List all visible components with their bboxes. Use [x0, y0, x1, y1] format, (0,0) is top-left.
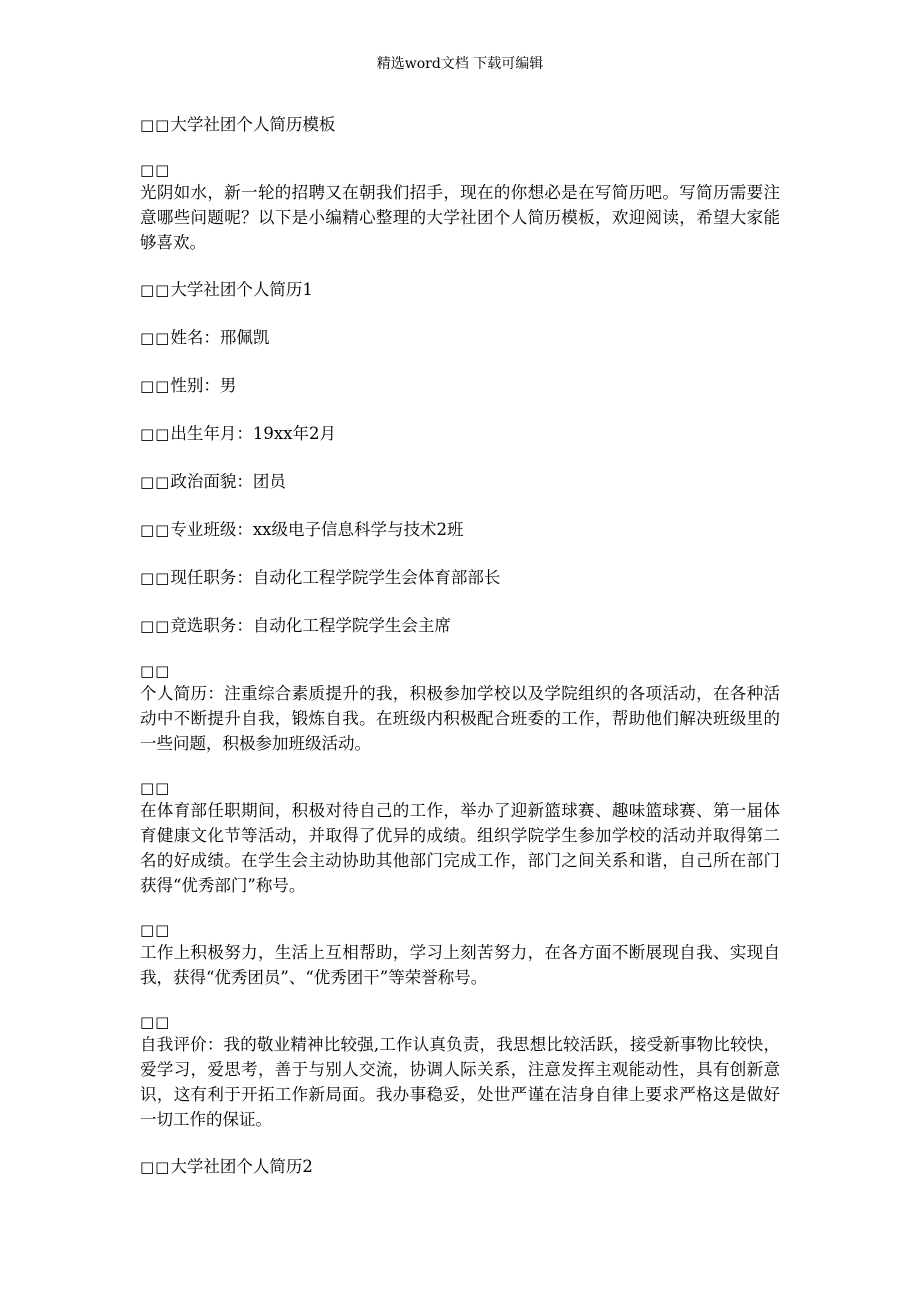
placeholder-marks: □□ [140, 1013, 171, 1031]
document-title [140, 112, 780, 138]
intro-block [140, 160, 780, 255]
placeholder-marks: □□ [140, 1158, 171, 1176]
paragraph-text: 自我评价：我的敬业精神比较强,工作认真负责，我思想比较活跃，接受新事物比较快，爱学习，爱思考，善于与别人交流，协调人际关系，注意发挥主观能动性，具有创新意识，这有利于开拓工作新局面。我办事稳妥，处世严谨在洁身自律上要求严格这是做好一切工作的保证。 [140, 1035, 780, 1129]
placeholder-marks: □□ [140, 779, 171, 797]
field-text: 姓名：邢佩凯 [170, 328, 270, 347]
placeholder-marks: □□ [140, 617, 171, 635]
paragraph-text: 在体育部任职期间，积极对待自己的工作，举办了迎新篮球赛、趣味篮球赛、第一届体育健康文化节等活动，并取得了优异的成绩。组织学院学生参加学校的活动并取得第二名的好成绩。在学生会主动协助其他部门完成工作，部门之间关系和谐，自己所在部门获得“优秀部门”称号。 [140, 801, 780, 895]
field-target-position [140, 613, 780, 639]
field-birth [140, 421, 780, 447]
field-text: 竞选职务：自动化工程学院学生会主席 [170, 616, 451, 635]
paragraph-self-evaluation [140, 1012, 780, 1132]
field-current-position [140, 565, 780, 591]
placeholder-marks: □□ [140, 921, 171, 939]
placeholder-marks: □□ [140, 473, 171, 491]
field-text: 现任职务：自动化工程学院学生会体育部部长 [170, 568, 501, 587]
field-text: 政治面貌：团员 [170, 472, 286, 491]
field-text: 出生年月：19xx年2月 [170, 424, 336, 443]
paragraph-work [140, 920, 780, 990]
document-body [140, 112, 780, 1202]
resume1-heading [140, 277, 780, 303]
resume2-heading-text: 大学社团个人简历2 [170, 1157, 313, 1176]
placeholder-marks: □□ [140, 377, 171, 395]
resume1-heading-text: 大学社团个人简历1 [170, 280, 313, 299]
placeholder-marks: □□ [140, 281, 171, 299]
placeholder-marks: □□ [140, 521, 171, 539]
placeholder-marks: □□ [140, 161, 171, 179]
placeholder-marks: □□ [140, 116, 171, 134]
paragraph-text: 个人简历：注重综合素质提升的我，积极参加学校以及学院组织的各项活动，在各种活动中不断提升自我，锻炼自我。在班级内积极配合班委的工作，帮助他们解决班级里的一些问题，积极参加班级活动。 [140, 684, 780, 753]
placeholder-marks: □□ [140, 329, 171, 347]
resume2-heading [140, 1154, 780, 1180]
intro-paragraph: 光阴如水，新一轮的招聘又在朝我们招手，现在的你想必是在写简历吧。写简历需要注意哪些问题呢？以下是小编精心整理的大学社团个人简历模板，欢迎阅读，希望大家能够喜欢。 [140, 183, 780, 252]
paragraph-resume [140, 661, 780, 756]
placeholder-marks: □□ [140, 662, 171, 680]
field-text: 专业班级：xx级电子信息科学与技术2班 [170, 520, 464, 539]
page-header: 精选word文档 下载可编辑 [376, 56, 544, 72]
field-text: 性别：男 [170, 376, 237, 395]
field-name [140, 325, 780, 351]
placeholder-marks: □□ [140, 425, 171, 443]
title-text: 大学社团个人简历模板 [170, 115, 336, 134]
paragraph-sports [140, 778, 780, 898]
field-political [140, 469, 780, 495]
paragraph-text: 工作上积极努力，生活上互相帮助，学习上刻苦努力，在各方面不断展现自我、实现自我，获得“优秀团员”、“优秀团干”等荣誉称号。 [140, 943, 780, 987]
field-major [140, 517, 780, 543]
placeholder-marks: □□ [140, 569, 171, 587]
field-gender [140, 373, 780, 399]
